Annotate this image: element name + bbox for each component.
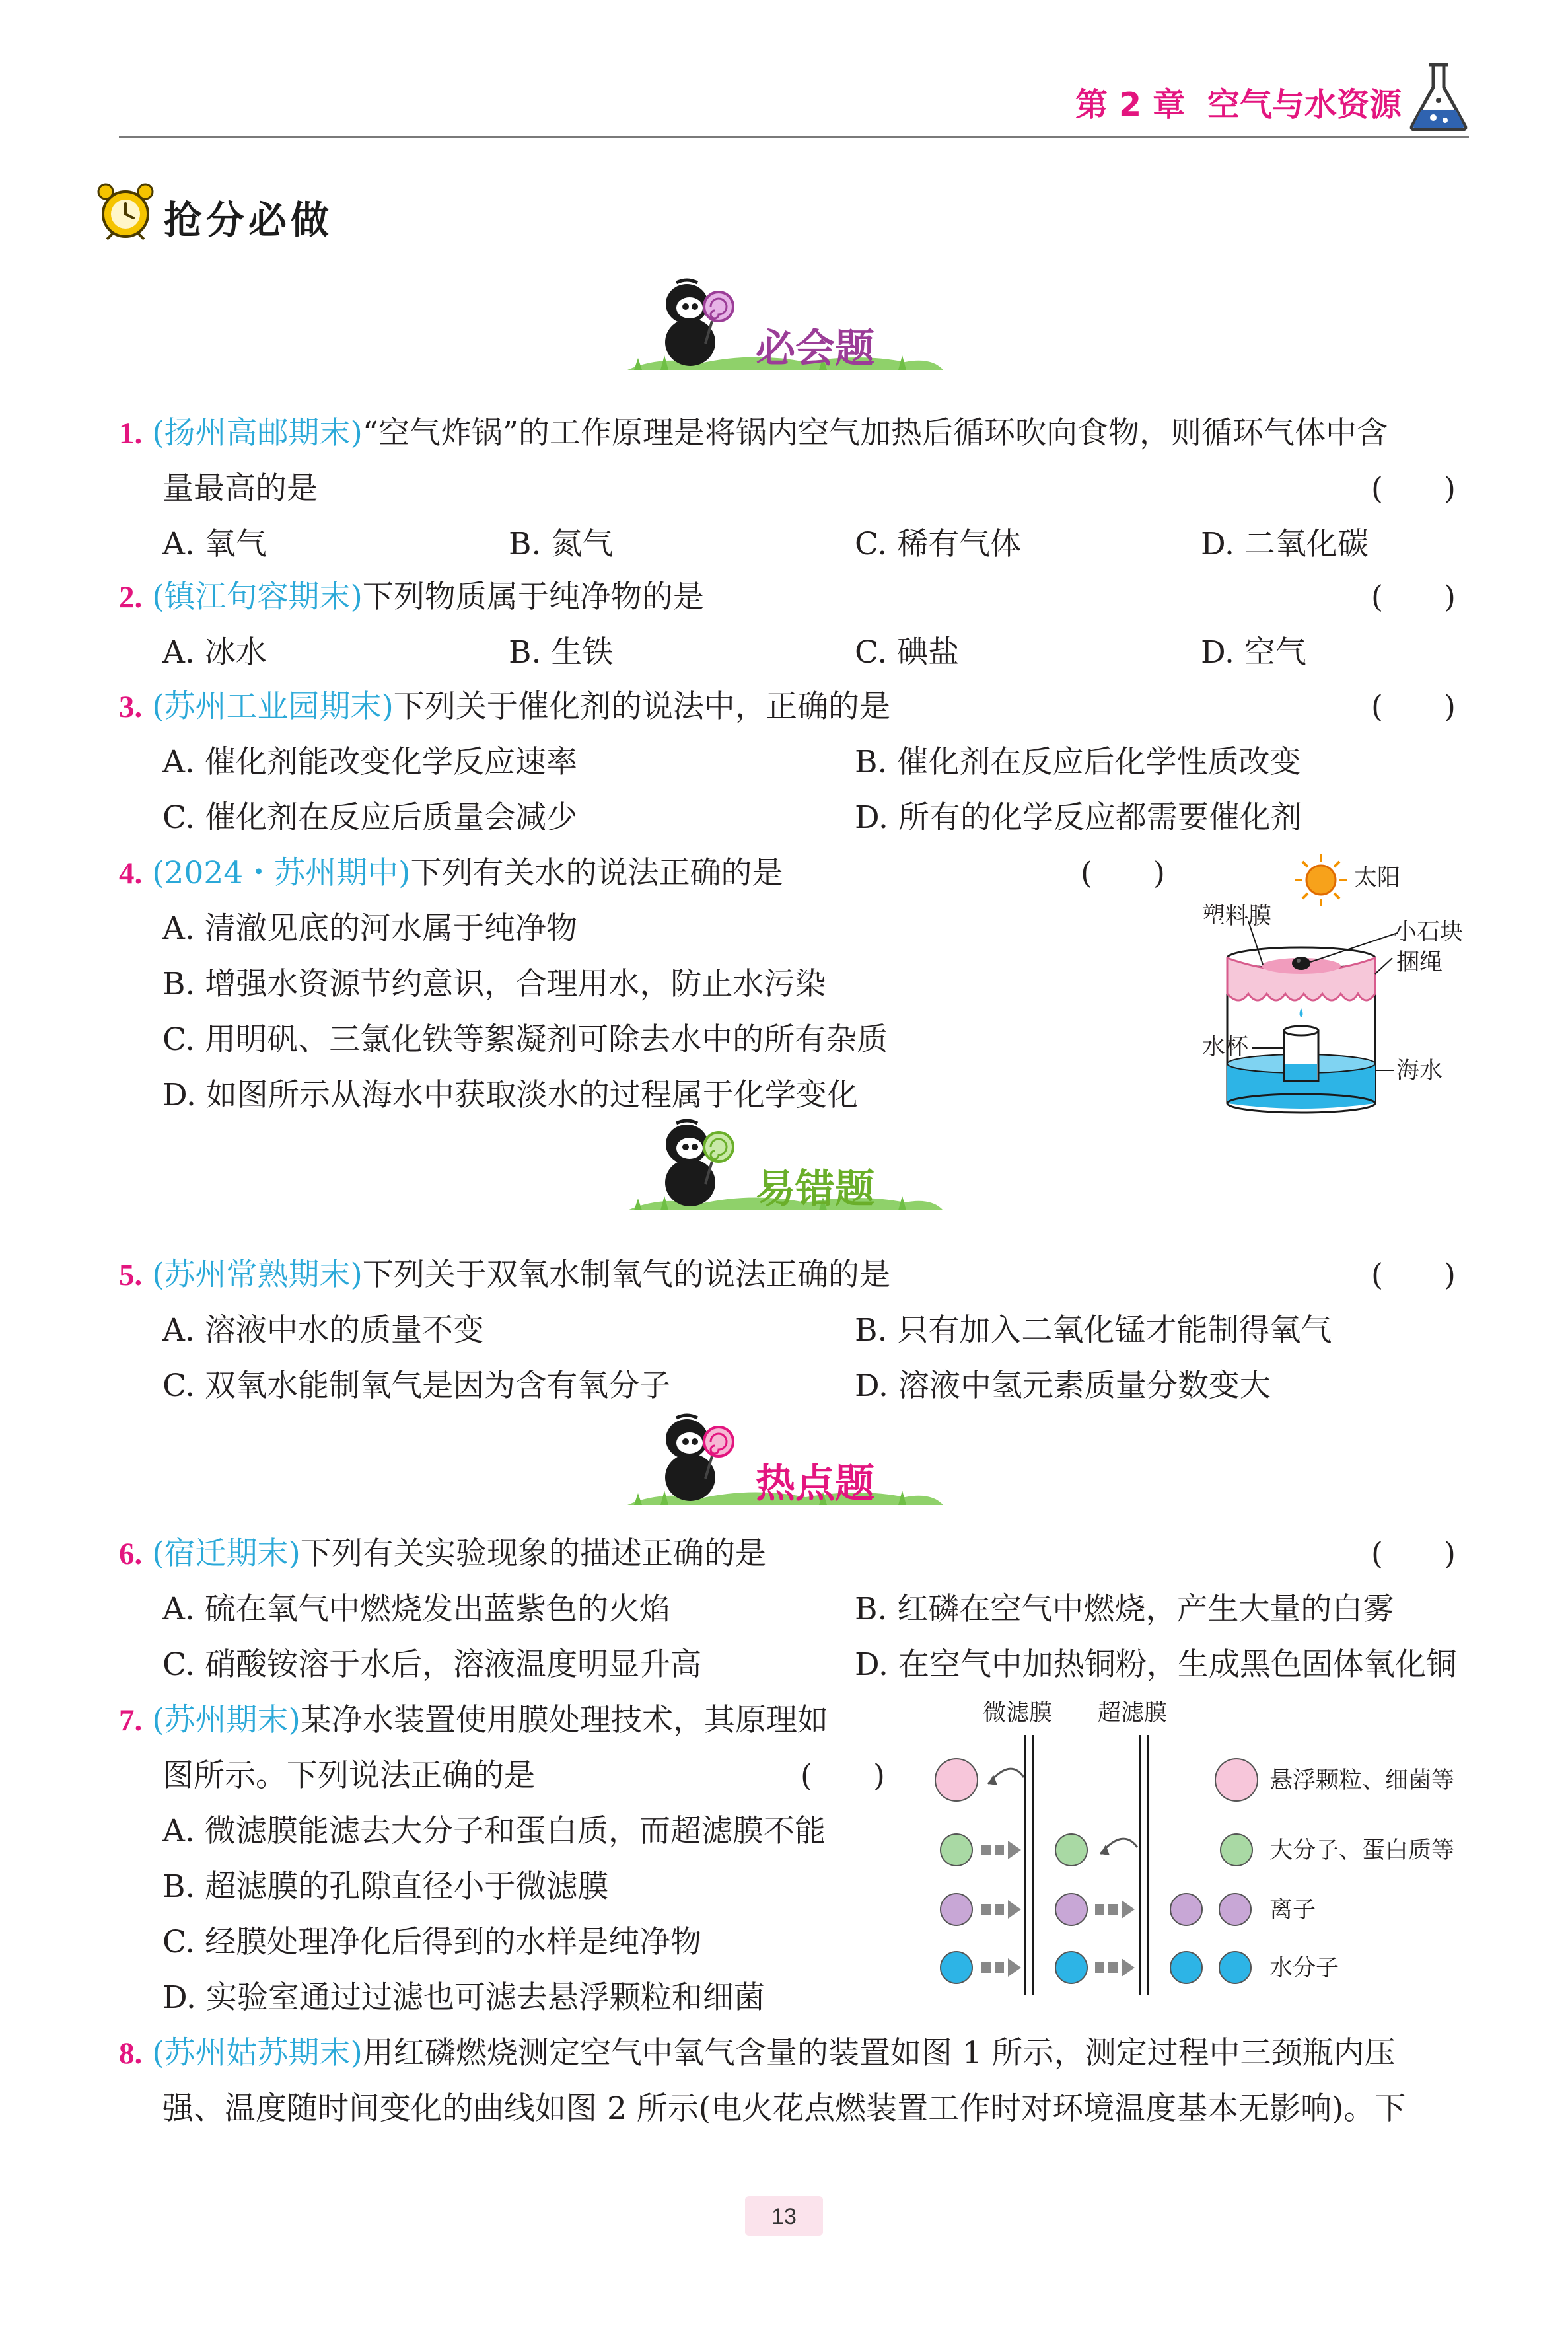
answer-blank[interactable]: ( ) xyxy=(1081,855,1165,891)
question-number: 5. xyxy=(119,1258,143,1292)
label-plastic-film: 塑料膜 xyxy=(1202,903,1272,930)
question-text: 下列关于双氧水制氧气的说法正确的是 xyxy=(362,1257,890,1293)
answer-blank[interactable]: ( ) xyxy=(1371,579,1456,614)
badge-title: 抢分必做 xyxy=(164,198,334,242)
option-b: B. 红磷在空气中燃烧，产生大量的白雾 xyxy=(855,1591,1394,1627)
legend-label-macromolecule: 大分子、蛋白质等 xyxy=(1269,1837,1455,1864)
option-d: D. 所有的化学反应都需要催化剂 xyxy=(855,799,1302,836)
option-d: D. 实验室通过过滤也可滤去悬浮颗粒和细菌 xyxy=(162,1979,765,2016)
question-text: 下列关于催化剂的说法中，正确的是 xyxy=(393,688,890,725)
particle-ion xyxy=(1219,1894,1251,1925)
header-rule xyxy=(119,136,1469,138)
option-a: A. 冰水 xyxy=(162,634,267,671)
legend-suspended xyxy=(1215,1759,1258,1801)
option-a: A. 清澈见底的河水属于纯净物 xyxy=(162,910,577,947)
question-source: (苏州姑苏期末) xyxy=(152,2035,363,2071)
option-c: C. 碘盐 xyxy=(855,634,960,671)
option-c: C. 稀有气体 xyxy=(855,526,1022,562)
question-text: 下列有关实验现象的描述正确的是 xyxy=(300,1535,766,1572)
particle-macromolecule xyxy=(1055,1834,1087,1866)
question-text: “空气炸锅”的工作原理是将锅内空气加热后循环吹向食物，则循环气体中含 xyxy=(362,415,1388,451)
particle-water xyxy=(941,1952,972,1983)
label-sun: 太阳 xyxy=(1354,865,1401,891)
option-d: D. 在空气中加热铜粉，生成黑色固体氧化铜 xyxy=(855,1646,1457,1683)
question-source: (镇江句容期末) xyxy=(152,579,363,615)
question-text: 用红磷燃烧测定空气中氧气含量的装置如图 1 所示，测定过程中三颈瓶内压 xyxy=(362,2035,1396,2071)
section-title-error-prone: 易错题 xyxy=(756,1166,874,1212)
legend-macromolecule xyxy=(1221,1834,1252,1866)
label-microfiltration: 微滤膜 xyxy=(983,1700,1053,1726)
section-banner-must xyxy=(621,277,944,377)
question-number: 2. xyxy=(119,580,143,614)
question-6 xyxy=(119,1535,766,1572)
particle-macromolecule xyxy=(941,1834,972,1866)
question-text: 某净水装置使用膜处理技术，其原理如 xyxy=(300,1702,828,1738)
option-a: A. 溶液中水的质量不变 xyxy=(162,1312,484,1348)
option-c: C. 经膜处理净化后得到的水样是纯净物 xyxy=(162,1924,702,1960)
particle-ion xyxy=(941,1894,972,1925)
option-d: D. 二氧化碳 xyxy=(1201,526,1369,562)
option-b: B. 只有加入二氧化锰才能制得氧气 xyxy=(855,1312,1332,1348)
legend-label-ion: 离子 xyxy=(1269,1897,1316,1923)
page-number: 13 xyxy=(771,2204,797,2229)
option-d: D. 溶液中氢元素质量分数变大 xyxy=(855,1368,1271,1404)
option-c: C. 硝酸铵溶于水后，溶液温度明显升高 xyxy=(162,1646,702,1683)
legend-label-suspended: 悬浮颗粒、细菌等 xyxy=(1269,1767,1455,1794)
particle-ion xyxy=(1055,1894,1087,1925)
solar-still-figure xyxy=(1202,852,1479,1123)
option-b: B. 生铁 xyxy=(509,634,614,671)
option-a: A. 催化剂能改变化学反应速率 xyxy=(162,744,577,780)
option-c: C. 双氧水能制氧气是因为含有氧分子 xyxy=(162,1368,671,1404)
question-2 xyxy=(119,581,704,613)
chapter-title: 空气与水资源 xyxy=(1207,86,1402,124)
answer-blank[interactable]: ( ) xyxy=(1371,1535,1456,1571)
particle-water xyxy=(1055,1952,1087,1983)
option-b: B. 增强水资源节约意识，合理用水，防止水污染 xyxy=(162,966,826,1002)
option-b: B. 催化剂在反应后化学性质改变 xyxy=(855,744,1301,780)
option-b: B. 氮气 xyxy=(509,526,614,562)
membrane-filtration-figure xyxy=(925,1698,1493,2002)
option-a: A. 微滤膜能滤去大分子和蛋白质，而超滤膜不能 xyxy=(162,1813,826,1849)
label-ultrafiltration: 超滤膜 xyxy=(1098,1700,1168,1726)
question-number: 8. xyxy=(119,2036,143,2071)
question-number: 6. xyxy=(119,1537,143,1571)
particle-suspended xyxy=(935,1759,978,1801)
question-4 xyxy=(119,855,783,891)
question-number: 1. xyxy=(119,416,143,451)
option-b: B. 超滤膜的孔隙直径小于微滤膜 xyxy=(162,1868,609,1905)
particle-ion xyxy=(1170,1894,1202,1925)
option-c: C. 催化剂在反应后质量会减少 xyxy=(162,799,578,836)
answer-blank[interactable]: ( ) xyxy=(1371,688,1456,724)
flask-icon xyxy=(1407,61,1470,132)
question-text-line2: 图所示。下列说法正确的是 xyxy=(162,1757,535,1794)
question-source: (2024・苏州期中) xyxy=(152,855,411,891)
particle-water xyxy=(1219,1952,1251,1983)
question-number: 7. xyxy=(119,1703,143,1738)
question-5 xyxy=(119,1259,890,1291)
label-sea-water: 海水 xyxy=(1396,1058,1443,1084)
option-c: C. 用明矾、三氯化铁等絮凝剂可除去水中的所有杂质 xyxy=(162,1021,888,1058)
label-cup: 水杯 xyxy=(1202,1034,1249,1060)
question-source: (扬州高邮期末) xyxy=(152,415,363,451)
section-title-hot: 热点题 xyxy=(756,1461,874,1507)
section-banner-hot xyxy=(621,1413,944,1512)
label-rope: 捆绳 xyxy=(1396,949,1443,976)
option-d: D. 空气 xyxy=(1201,634,1306,671)
question-text-line2: 量最高的是 xyxy=(162,470,318,507)
option-a: A. 硫在氧气中燃烧发出蓝紫色的火焰 xyxy=(162,1591,670,1627)
question-text: 下列物质属于纯净物的是 xyxy=(362,579,704,615)
question-source: (苏州常熟期末) xyxy=(152,1257,363,1293)
question-source: (苏州期末) xyxy=(152,1702,301,1738)
question-text-line2: 强、温度随时间变化的曲线如图 2 所示(电火花点燃装置工作时对环境温度基本无影响)。下 xyxy=(162,2090,1406,2127)
question-7 xyxy=(119,1702,828,1738)
question-8 xyxy=(119,2035,1396,2071)
question-source: (宿迁期末) xyxy=(152,1535,301,1572)
answer-blank[interactable]: ( ) xyxy=(1371,1257,1456,1292)
question-1 xyxy=(119,415,1388,451)
question-text: 下列有关水的说法正确的是 xyxy=(410,855,783,891)
section-title-must: 必会题 xyxy=(756,326,874,372)
alarm-clock-icon xyxy=(94,178,157,244)
answer-blank[interactable]: ( ) xyxy=(801,1757,885,1793)
answer-blank[interactable]: ( ) xyxy=(1371,470,1456,506)
particle-water xyxy=(1170,1952,1202,1983)
section-banner-error-prone xyxy=(621,1118,944,1217)
legend-label-water: 水分子 xyxy=(1269,1955,1339,1981)
option-d: D. 如图所示从海水中获取淡水的过程属于化学变化 xyxy=(162,1077,858,1113)
question-source: (苏州工业园期末) xyxy=(152,688,394,725)
question-3 xyxy=(119,688,890,725)
question-number: 3. xyxy=(119,690,143,724)
chapter-number: 第 2 章 xyxy=(1075,86,1186,124)
label-small-stone: 小石块 xyxy=(1394,919,1464,945)
question-number: 4. xyxy=(119,856,143,891)
option-a: A. 氧气 xyxy=(162,526,267,562)
